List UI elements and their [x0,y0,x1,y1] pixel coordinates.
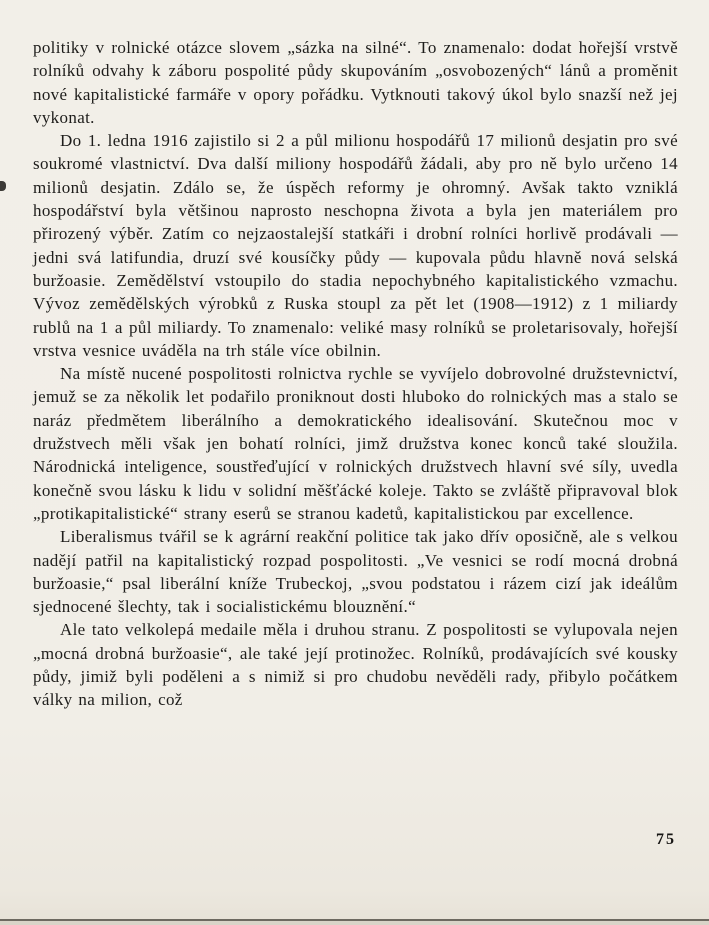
book-page-text [33,36,678,712]
page-bottom-shadow [0,921,709,925]
paragraph: politiky v rolnické otázce slovem „sázka na silné“. To znamenalo: dodat hořejší vrstvě rolníků odvahy k záboru pospolité půdy skupováním „osvobozených“ lánů a proměnit nové kapitalistické farmáře v opory pořádku. Vytknouti takový úkol bylo snazší než jej vykonat. [33,38,678,127]
page-number: 75 [656,831,676,848]
paragraph: Ale tato velkolepá medaile měla i druhou stranu. Z pospolitosti se vylupovala nejen „mocná drobná buržoasie“, ale také její protinožec. Rolníků, prodávajících své kousky půdy, jimiž byli poděleni a s nimiž si pro chudobu nevěděli rady, přibylo počátkem války na milion, což [33,620,678,710]
scan-edge-mark [0,181,6,191]
paragraph: Do 1. ledna 1916 zajistilo si 2 a půl milionu hospodářů 17 milionů desjatin pro své soukromé vlastnictví. Dva další miliony hospodářů žádali, aby pro ně bylo určeno 14 milionů desjatin. Zdálo se, že úspěch reformy je ohromný. Avšak takto vzniklá hospodářství byla většinou naprosto neschopna života a byla jen materiálem pro přirozený výběr. Zatím co nejzaostalejší statkáři i drobní rolníci horlivě prodávali — jedni svá latifundia, druzí své kousíčky půdy — kupovala půdu hlavně nová selská buržoasie. Zemědělství vstoupilo do stadia nepochybného kapitalistického vzmachu. Vývoz zemědělských výrobků z Ruska stoupl za pět let (1908—1912) z 1 miliardy rublů na 1 a půl miliardy. To znamenalo: veliké masy rolníků se proletarisovaly, hořejší vrstva vesnice uváděla na trh stále více obilnin. [33,131,678,360]
paragraph: Liberalismus tvářil se k agrární reakční politice tak jako dřív oposičně, ale s velkou nadějí patřil na kapitalistický rozpad pospolitosti. „Ve vesnici se rodí mocná drobná buržoasie,“ psal liberální kníže Trubeckoj, „svou podstatou i rázem cizí jak ideálům sjednocené šlechty, tak i socialistickému blouznění.“ [33,527,678,617]
paragraph: Na místě nucené pospolitosti rolnictva rychle se vyvíjelo dobrovolné družstevnictví, jemuž se za několik let podařilo proniknout dosti hluboko do rolnických mas a stalo se naráz předmětem liberálního a demokratického idealisování. Skutečnou moc v družstvech měli však jen bohatí rolníci, jimž družstva konec konců také sloužila. Národnická inteligence, soustřeďující v rolnických družstvech hlavní své síly, uvedla konečně svou lásku k lidu v solidní měšťácké koleje. Takto se zvláště připravoval blok „protikapitalistické“ strany eserů se stranou kadetů, kapitalistickou par excellence. [33,364,678,523]
